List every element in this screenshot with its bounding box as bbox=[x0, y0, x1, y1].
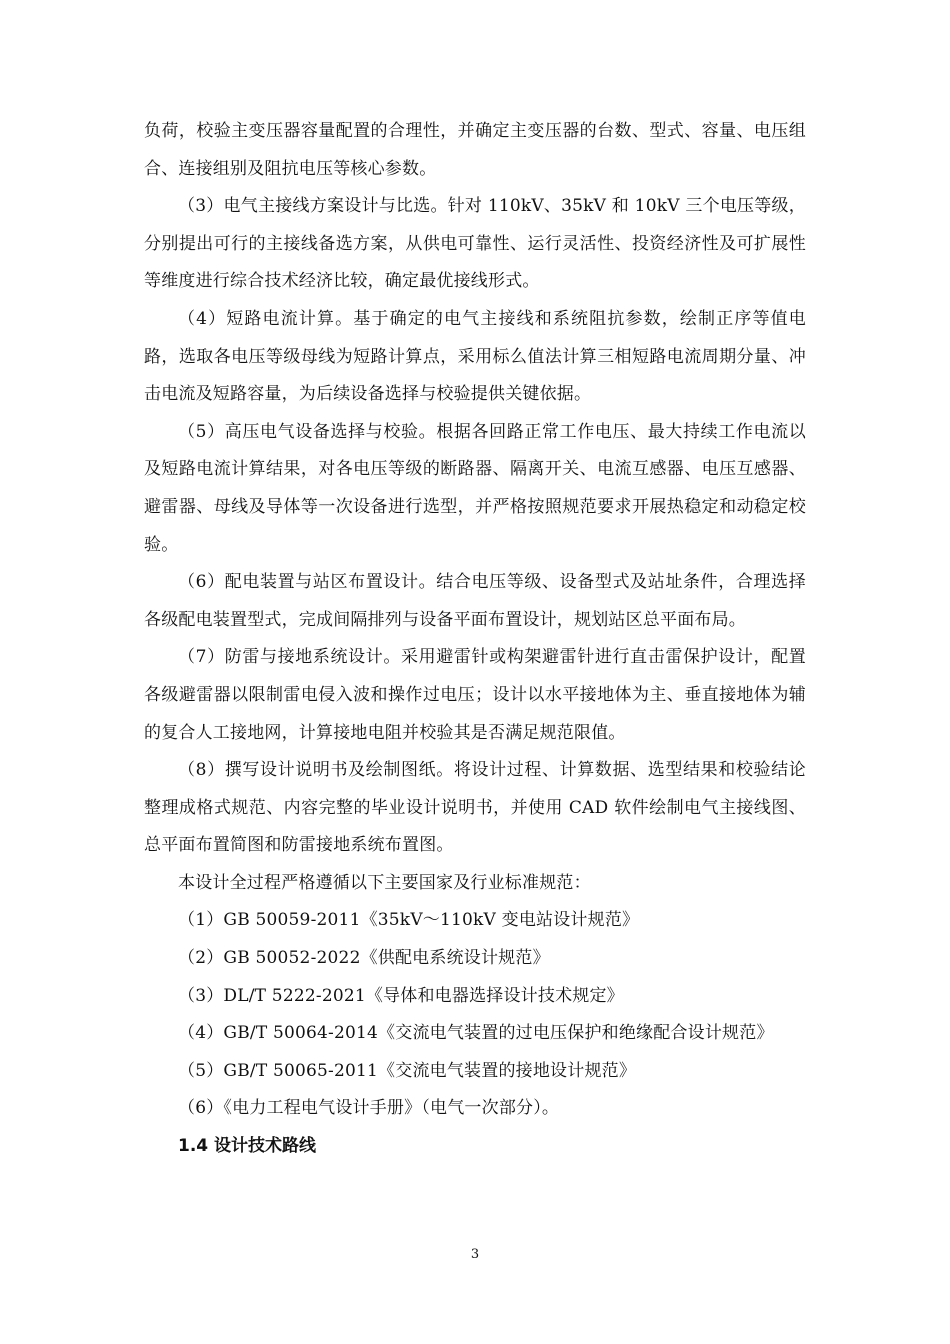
standard-item: （6）《电力工程电气设计手册》（电气一次部分）。 bbox=[178, 1098, 560, 1119]
paragraph-equipment-selection: （5）高压电气设备选择与校验。根据各回路正常工作电压、最大持续工作电流以及短路电流计算结果，对各电压等级的断路器、隔离开关、电流互感器、电压互感器、避雷器、母线及导体等一次设备进行选型，并严格按照规范要求开展热稳定和动稳定校验。 bbox=[144, 421, 806, 555]
section-heading: 1.4 设计技术路线 bbox=[178, 1136, 317, 1157]
paragraph-documentation: （8）撰写设计说明书及绘制图纸。将设计过程、计算数据、选型结果和校验结论整理成格式规范、内容完整的毕业设计说明书，并使用 CAD 软件绘制电气主接线图、总平面布置简图和防雷接地系统布置图。 bbox=[144, 760, 806, 856]
standard-item: （3）DL/T 5222-2021《导体和电器选择设计技术规定》 bbox=[178, 985, 624, 1006]
paragraph-lightning-grounding: （7）防雷与接地系统设计。采用避雷针或构架避雷针进行直击雷保护设计，配置各级避雷器以限制雷电侵入波和操作过电压；设计以水平接地体为主、垂直接地体为辅的复合人工接地网，计算接地电阻并校验其是否满足规范限值。 bbox=[144, 647, 806, 743]
paragraph-standards-intro: 本设计全过程严格遵循以下主要国家及行业标准规范： bbox=[178, 872, 591, 893]
paragraph-short-circuit-calc: （4）短路电流计算。基于确定的电气主接线和系统阻抗参数，绘制正序等值电路，选取各电压等级母线为短路计算点，采用标么值法计算三相短路电流周期分量、冲击电流及短路容量，为后续设备选择与校验提供关键依据。 bbox=[144, 308, 806, 405]
page-number: 3 bbox=[470, 1247, 480, 1262]
standard-item: （5）GB/T 50065-2011《交流电气装置的接地设计规范》 bbox=[178, 1060, 637, 1081]
standard-item: （1）GB 50059-2011《35kV～110kV 变电站设计规范》 bbox=[178, 910, 640, 931]
standard-item: （4）GB/T 50064-2014《交流电气装置的过电压保护和绝缘配合设计规范》 bbox=[178, 1023, 774, 1044]
paragraph-switchgear-layout: （6）配电装置与站区布置设计。结合电压等级、设备型式及站址条件，合理选择各级配电装置型式，完成间隔排列与设备平面布置设计，规划站区总平面布局。 bbox=[144, 572, 806, 630]
paragraph-main-wiring-design: （3）电气主接线方案设计与比选。针对 110kV、35kV 和 10kV 三个电压等级，分别提出可行的主接线备选方案，从供电可靠性、运行灵活性、投资经济性及可扩展性等维度进行综合技术经济比较，确定最优接线形式。 bbox=[144, 196, 806, 292]
standard-item: （2）GB 50052-2022《供配电系统设计规范》 bbox=[178, 948, 550, 969]
page-body bbox=[144, 113, 806, 1166]
paragraph-continued: 负荷，校验主变压器容量配置的合理性，并确定主变压器的台数、型式、容量、电压组合、连接组别及阻抗电压等核心参数。 bbox=[144, 121, 806, 179]
